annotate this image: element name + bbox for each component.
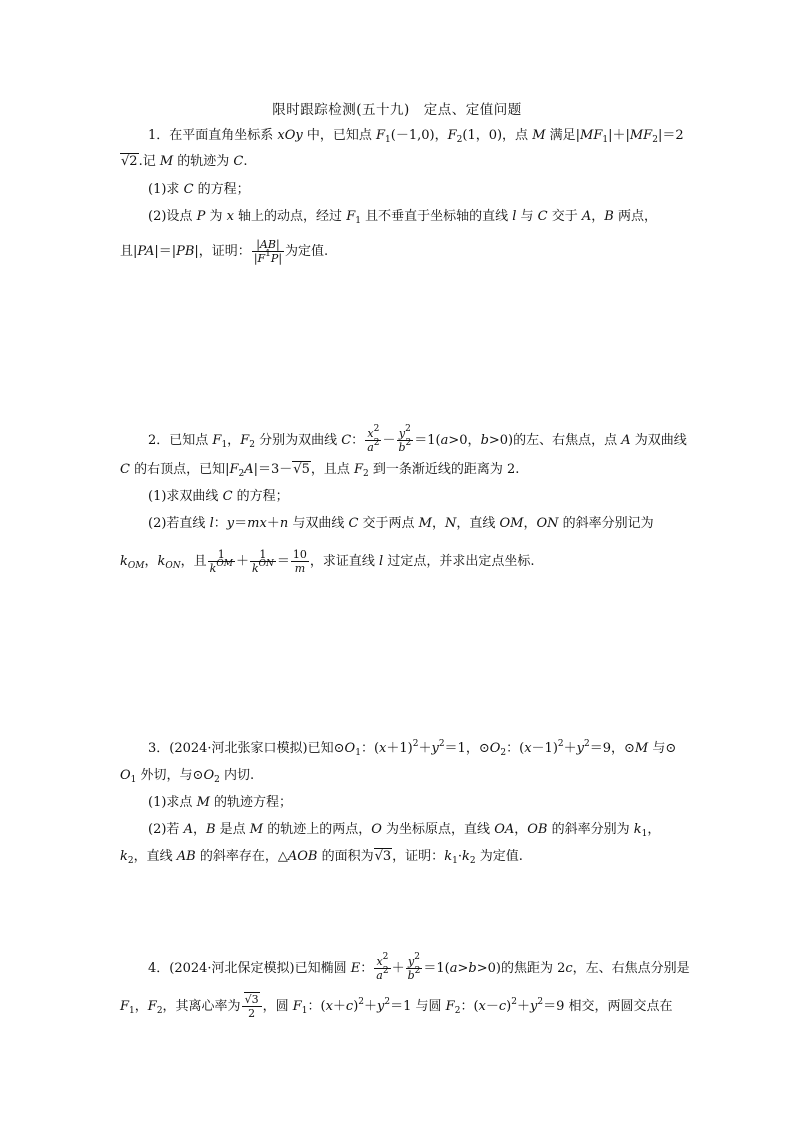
problem-1-line-2: √2.记 M 的轨迹为 C. [121,154,248,169]
problem-3-line-1: 3．(2024·河北张家口模拟)已知$⊙O_1$：$(x+1)^2+y^2=1$，$⊙O_2$：$(x-1)^2+y^2=9$，⊙M 与⊙ [148,739,677,758]
problem-3-line-2: $O_1$ 外切，与$⊙O_2$ 内切. [120,768,255,785]
problem-1-line-1: 1．在平面直角坐标系 xOy 中，已知点 $F_1(-1,0)$，$F_2(1$，0)，点 M 满足$|MF_1|+|MF_2|=2$ [148,128,684,145]
problem-3-line-4: (2)若 A，B 是点 M 的轨迹上的两点，O 为坐标原点，直线 OA，OB 的斜率分别为 $k_1$， [148,822,661,839]
problem-4-line-1: 4．(2024·河北保定模拟)已知椭圆 E： $\frac{x^2}{a^2}$ ＋ $\frac{y^2}{b^2}$ ＝1(a>b>0)的焦距为 2c，左、右焦点分别是 [148,952,690,982]
problem-2-line-1: 2．已知点 $F_1$，$F_2$ 分别为双曲线 C： $\frac{x^2}{a^2}$ － $\frac{y^2}{b^2}$ ＝1(a>0，b>0)的左、右焦点，点 A 为双曲线 [148,424,687,454]
problem-1-line-4: (2)设点 P 为 x 轴上的动点，经过 $F_1$ 且不垂直于坐标轴的直线 l 与 C 交于 A，B 两点， [148,209,657,226]
problem-2-line-4: (2)若直线 l：y＝mx＋n 与双曲线 C 交于两点 M，N，直线 OM，ON 的斜率分别记为 [148,516,654,531]
problem-2-line-3: (1)求双曲线 C 的方程； [148,489,289,504]
problem-3-line-3: (1)求点 M 的轨迹方程； [148,795,293,810]
problem-4-line-2: $F_1$，$F_2$，其离心率为 $\frac{√3}{2}$ ，圆 $F_1$：$(x+c)^2+y^2=1$ 与圆 $F_2$：$(x-c)^2+y^2=9$ 相交，两圆交点在 [120,993,673,1020]
problem-1-line-3: (1)求 C 的方程； [148,182,250,197]
problem-1-line-5: 且|PA|＝|PB|，证明： $\frac{|AB|}{|F^1P|}$ 为定值. [120,238,329,265]
page-title: 限时跟踪检测(五十九) 定点、定值问题 [272,102,522,118]
problem-3-line-5: $k_2$，直线 AB 的斜率存在，△AOB 的面积为√3，证明：$k_1\cdot k_2$ 为定值. [120,849,523,866]
problem-2-line-2: C 的右顶点，已知$|F_2A|=3-√5$，且点 $F_2$ 到一条渐近线的距离为 2. [120,462,520,479]
problem-2-line-5: $k_{OM}$，$k_{ON}$，且 $\frac{1}{k^{OM}}$ ＋ $\frac{1}{k^{ON}}$ ＝ $\frac{10}{m}$ ，求证直线 l 过定点，并求出定点坐标. [120,548,535,575]
